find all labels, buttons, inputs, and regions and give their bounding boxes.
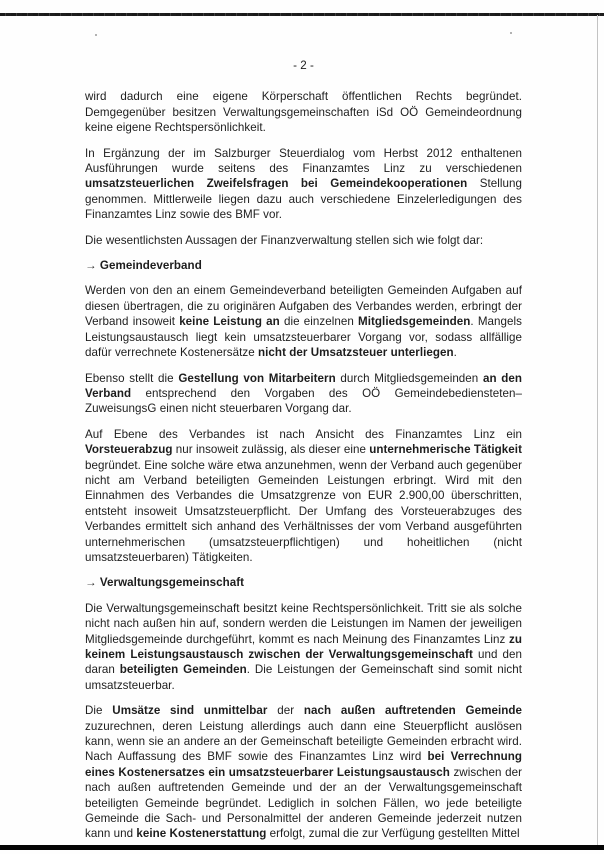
scan-speck: [510, 32, 512, 34]
page-number: [85, 58, 522, 73]
text-run: . Die Leistungen der Gemeinschaft sind somit nicht umsatzsteuerbar.: [85, 663, 522, 692]
paragraph: [85, 283, 522, 360]
text-run: Die Verwaltungsgemeinschaft besitzt keine Rechtspersönlichkeit. Tritt sie als solche nicht nach außen hin auf, sondern werden die Leistungen im Namen der jeweiligen Mitgliedsgemeinde durchgeführt, kommt es nach Meinung des Finanzamtes Linz: [85, 601, 522, 646]
text-run: und den daran: [85, 648, 523, 677]
text-run-bold: unternehmerische Tätigkeit: [369, 443, 522, 457]
text-run: Auf Ebene des Verbandes ist nach Ansicht des Finanzamtes Linz ein: [85, 427, 522, 441]
text-run: Die: [85, 704, 113, 718]
text-run: .: [453, 346, 457, 360]
text-run: Stellung genommen. Mittlerweile liegen dazu auch verschiedene Einzelerledigungen des Finanzamtes Linz sowie des BMF vor.: [85, 177, 522, 222]
text-run: Die wesentlichsten Aussagen der Finanzverwaltung stellen sich wie folgt dar:: [85, 233, 484, 247]
document-content: [85, 58, 522, 852]
paragraph: [85, 89, 522, 135]
text-run: wird dadurch eine eigene Körperschaft öffentlichen Rechts begründet. Demgegenüber besitzen Verwaltungsgemeinschaften iSd OÖ Gemeindeordnung keine eigene Rechtspersönlichkeit.: [85, 90, 522, 135]
text-run-bold: keine Kostenerstattung: [136, 827, 267, 841]
text-run-bold: Mitgliedsgemeinden: [358, 315, 471, 329]
text-run: erfolgt, zumal die zur Verfügung gestellten Mittel: [266, 827, 520, 841]
paragraph: [85, 146, 522, 223]
text-run-bold: beteiligten Gemeinden: [119, 663, 247, 677]
text-run-bold: Vorsteuerabzug: [85, 443, 173, 457]
text-run-bold: nach außen auftretenden Gemeinde: [303, 704, 522, 718]
paragraph: [85, 601, 522, 693]
text-run-bold: zu keinem Leistungsaustausch zwischen der Verwaltungsgemeinschaft: [85, 632, 522, 661]
text-run-bold: umsatzsteuerlichen Zweifelsfragen bei Gemeindekooperationen: [85, 177, 468, 191]
scan-artifact-top-edge: [0, 13, 604, 16]
text-run: Ebenso stellt die: [85, 371, 179, 385]
paragraph: [85, 371, 522, 417]
paragraph: [85, 233, 522, 248]
text-run: - 2 -: [293, 59, 314, 72]
text-run-bold: keine Leistung an: [179, 315, 280, 329]
text-run: In Ergänzung der im Salzburger Steuerdialog vom Herbst 2012 enthaltenen Ausführungen wurde seitens des Finanzamtes Linz zu verschiedenen: [85, 146, 522, 176]
text-run: entsprechend den Vorgaben des OÖ Gemeindebediensteten–ZuweisungsG einen nicht steuerbaren Vorgang dar.: [85, 386, 522, 416]
text-run: der: [267, 704, 304, 718]
text-run-bold: → Verwaltungsgemeinschaft: [85, 576, 245, 590]
text-run: Werden von den an einem Gemeindeverband beteiligten Gemeinden Aufgaben auf diesen übertragen, die zu originären Aufgaben des Verbandes werden, erbringt der Verband insoweit: [85, 284, 522, 329]
scan-artifact-bottom-edge: [0, 845, 604, 850]
text-run: begründet. Eine solche wäre etwa anzunehmen, wenn der Verband auch gegenüber nicht am Verband beteiligten Gemeinden Leistungen erbringt. Wird mit den Einnahmen des Verbandes die Umsatzgrenze von EUR 2.900,00 überschritten, entsteht insoweit Umsatzsteuerpflicht. Der Umfang des Vorsteuerabzuges des Verbandes ermittelt sich anhand des Verhältnisses der vom Verband ausgeführten unternehmerischen (umsatzsteuerpflichtigen) und hoheitlichen (nicht umsatzsteuerbaren) Tätigkeiten.: [85, 458, 522, 564]
paragraph: [85, 427, 522, 566]
section-heading: [85, 575, 522, 590]
text-run-bold: nicht der Umsatzsteuer unterliegen: [258, 346, 454, 360]
scan-artifact-right-edge: [597, 15, 598, 845]
text-run: zuzurechnen, deren Leistung allerdings auch dann eine Steuerpflicht auslösen kann, wenn sie an andere an der Gemeinschaft beteiligte Gemeinden erbracht wird. Nach Auffassung des BMF sowie des Finanzamtes Linz wird: [85, 719, 522, 764]
scan-speck: [95, 34, 97, 36]
text-run: durch Mitgliedsgemeinden: [335, 371, 483, 385]
text-run-bold: bei Verrechnung eines Kostenersatzes ein umsatzsteuerbarer Leistungsaustausch: [85, 750, 522, 779]
paragraph: [85, 703, 522, 842]
text-run-bold: → Gemeindeverband: [85, 259, 202, 273]
text-run-bold: Gestellung von Mitarbeitern: [178, 371, 336, 385]
section-heading: [85, 258, 522, 273]
text-run: . Mangels Leistungsaustausch liegt kein umsatzsteuerbarer Vorgang vor, sodass allfällige dafür verrechnete Kostenersätze: [85, 315, 522, 360]
text-run-bold: Umsätze sind unmittelbar: [112, 704, 268, 718]
text-run-bold: an den Verband: [85, 371, 522, 400]
text-run: die einzelnen: [279, 315, 359, 329]
text-run: nur insoweit zulässig, als dieser eine: [172, 443, 370, 457]
text-run: zwischen der nach außen auftretenden Gemeinde und der an der Verwaltungsgemeinschaft beteiligten Gemeinde begründet. Lediglich in solchen Fällen, wo jede beteiligte Gemeinde die Sach- und Personalmittel der anderen Gemeinde jederzeit nutzen kann und: [85, 765, 522, 841]
